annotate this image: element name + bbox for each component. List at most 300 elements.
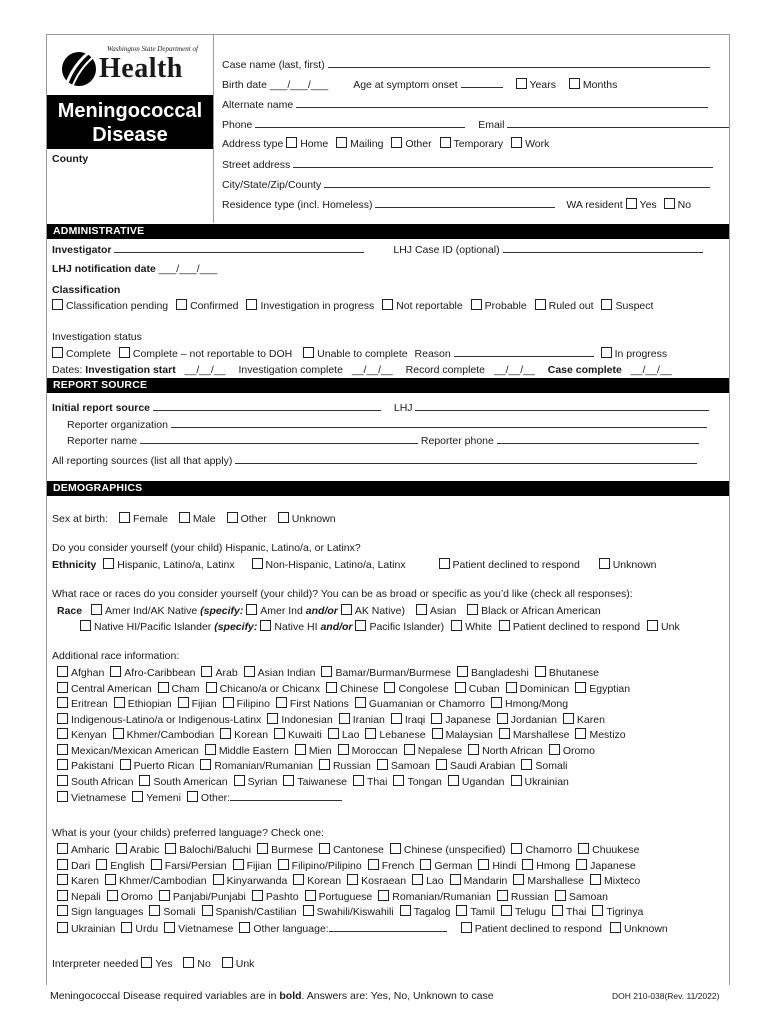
race-cuban-checkbox[interactable]: [455, 682, 466, 693]
race-afro-caribbean-checkbox[interactable]: [110, 666, 121, 677]
race-ugandan-label: Ugandan: [461, 775, 505, 788]
lang-fijian-checkbox[interactable]: [233, 859, 244, 870]
lang-sign-languages-checkbox[interactable]: [57, 905, 68, 916]
initial-source-field[interactable]: [153, 400, 381, 411]
lang-english-checkbox[interactable]: [96, 859, 107, 870]
race-moroccan-label: Moroccan: [351, 744, 398, 757]
lhj-case-field[interactable]: [503, 242, 703, 253]
street-label: Street address: [222, 159, 291, 171]
race-south-african-checkbox[interactable]: [57, 775, 68, 786]
race-bhutanese-label: Bhutanese: [548, 667, 600, 679]
lang-thai-checkbox[interactable]: [552, 905, 563, 916]
lang-english-label: English: [110, 859, 145, 872]
status-complete-checkbox[interactable]: [52, 347, 63, 358]
lang-farsi-persian-checkbox[interactable]: [151, 859, 162, 870]
eth-non-hispanic-label: Non-Hispanic, Latino/a, Latinx: [265, 559, 406, 571]
interp-yes-checkbox[interactable]: [141, 957, 152, 968]
lang-spanish-castilian-checkbox[interactable]: [202, 905, 213, 916]
lang-vietnamese-checkbox[interactable]: [164, 922, 175, 933]
city-row: [222, 177, 710, 192]
initial-source-label: Initial report source: [52, 402, 151, 414]
reporter-name-field[interactable]: [140, 433, 418, 444]
wa-resident-no-label: No: [677, 199, 692, 211]
lang-mandarin-label: Mandarin: [463, 875, 508, 887]
case-complete-field[interactable]: __/__/__: [630, 364, 672, 376]
race-arab-label: Arab: [215, 667, 238, 679]
race-yemeni-checkbox[interactable]: [132, 791, 143, 802]
race-row: [57, 790, 342, 805]
eth-hispanic-checkbox[interactable]: [103, 558, 114, 569]
lang-tamil-label: Tamil: [470, 906, 495, 918]
reporter-name-label: Reporter name: [67, 435, 138, 447]
hispanic-question: Do you consider yourself (your child) Hispanic, Latino/a, or Latinx?: [52, 542, 361, 554]
addr-work-checkbox[interactable]: [511, 137, 522, 148]
race-guamanian-or-chamorro-checkbox[interactable]: [355, 697, 366, 708]
class-investigation-checkbox[interactable]: [246, 299, 257, 310]
addr-temporary-checkbox[interactable]: [440, 137, 451, 148]
race-romanian-rumanian-label: Romanian/Rumanian: [214, 760, 313, 772]
sex-female-checkbox[interactable]: [119, 512, 130, 523]
race-arab-checkbox[interactable]: [201, 666, 212, 677]
case-complete-label: Case complete: [547, 364, 622, 376]
race-cuban-label: Cuban: [468, 682, 500, 695]
race-asian-indian-checkbox[interactable]: [244, 666, 255, 677]
footer-note: [50, 990, 494, 1002]
interpreter-label: Interpreter needed: [52, 958, 139, 970]
lang-oromo-checkbox[interactable]: [107, 890, 118, 901]
eth-unknown-checkbox[interactable]: [599, 558, 610, 569]
interp-yes-label: Yes: [155, 958, 173, 970]
race-south-american-checkbox[interactable]: [139, 775, 150, 786]
race-somali-label: Somali: [535, 760, 568, 772]
race-kuwaiti-label: Kuwaiti: [288, 729, 322, 741]
lang-arabic-checkbox[interactable]: [116, 843, 127, 854]
race-question: What race or races do you consider yourself (your child)? You can be as broad or specific as you’d like (check all responses):: [52, 588, 633, 600]
status-in-progress-checkbox[interactable]: [601, 347, 612, 358]
race-middle-eastern-label: Middle Eastern: [218, 744, 289, 757]
race-korean-checkbox[interactable]: [220, 728, 231, 739]
investigator-field[interactable]: [114, 242, 364, 253]
eth-unknown-label: Unknown: [612, 559, 657, 571]
class-probable-checkbox[interactable]: [471, 299, 482, 310]
race-nepalese-checkbox[interactable]: [404, 744, 415, 755]
interp-unk-checkbox[interactable]: [222, 957, 233, 968]
race-pac-isl-checkbox[interactable]: [355, 620, 366, 631]
lang-mixteco-label: Mixteco: [604, 875, 641, 887]
lang-declined-checkbox[interactable]: [461, 922, 472, 933]
race-row: [57, 775, 569, 789]
race-moroccan-checkbox[interactable]: [338, 744, 349, 755]
race-row-1: [57, 604, 601, 618]
alt-name-row: [222, 97, 708, 112]
form-title-line1: Meningococcal: [57, 100, 203, 122]
race-indigenous-latino-a-or-indigenous-latinx-label: Indigenous-Latino/a or Indigenous-Latinx: [71, 713, 262, 726]
race-mien-checkbox[interactable]: [295, 744, 306, 755]
race-marshallese-label: Marshallese: [512, 729, 570, 741]
lang-nepali-checkbox[interactable]: [57, 890, 68, 901]
inv-status-label: Investigation status: [52, 331, 142, 343]
email-label: Email: [478, 119, 505, 131]
lang-amharic-checkbox[interactable]: [57, 843, 68, 854]
race-lebanese-checkbox[interactable]: [365, 728, 376, 739]
lang-kosraean-checkbox[interactable]: [347, 874, 358, 885]
lang-chinese-unspecified-checkbox[interactable]: [390, 843, 401, 854]
race-puerto-rican-checkbox[interactable]: [120, 759, 131, 770]
race-middle-eastern-checkbox[interactable]: [205, 744, 216, 755]
lang-korean-label: Korean: [307, 875, 342, 887]
lang-japanese-label: Japanese: [590, 859, 636, 872]
race-somali-checkbox[interactable]: [521, 759, 532, 770]
status-not-reportable-checkbox[interactable]: [119, 347, 130, 358]
race-taiwanese-checkbox[interactable]: [283, 775, 294, 786]
race-indonesian-checkbox[interactable]: [267, 713, 278, 724]
lang-fijian-label: Fijian: [246, 859, 272, 872]
lang-french-checkbox[interactable]: [368, 859, 379, 870]
lang-filipino-pilipino-label: Filipino/Pilipino: [291, 859, 362, 872]
lhj-notif-row: [52, 263, 217, 276]
lang-row: [57, 859, 636, 873]
phone-label: Phone: [222, 119, 253, 131]
race-dominican-label: Dominican: [519, 682, 570, 695]
race-afghan-label: Afghan: [71, 667, 105, 679]
race-lao-checkbox[interactable]: [328, 728, 339, 739]
race-central-american-checkbox[interactable]: [57, 682, 68, 693]
race-cham-checkbox[interactable]: [158, 682, 169, 693]
lang-hindi-label: Hindi: [492, 859, 517, 872]
lang-panjabi-punjabi-checkbox[interactable]: [159, 890, 170, 901]
race-khmer-cambodian-checkbox[interactable]: [113, 728, 124, 739]
lang-japanese-checkbox[interactable]: [576, 859, 587, 870]
interp-no-label: No: [197, 958, 211, 970]
race-bangladeshi-checkbox[interactable]: [457, 666, 468, 677]
lang-thai-label: Thai: [565, 906, 587, 918]
race-white-checkbox[interactable]: [451, 620, 462, 631]
years-label: Years: [529, 79, 556, 91]
race-native-hi-label: Native HI: [274, 621, 318, 633]
race-declined-checkbox[interactable]: [499, 620, 510, 631]
lang-telugu-checkbox[interactable]: [501, 905, 512, 916]
wa-resident-yes-label: Yes: [639, 199, 657, 211]
addr-home-checkbox[interactable]: [286, 137, 297, 148]
lang-lao-checkbox[interactable]: [412, 874, 423, 885]
lang-balochi-baluchi-checkbox[interactable]: [165, 843, 176, 854]
race-filipino-checkbox[interactable]: [223, 697, 234, 708]
lang-row: [57, 921, 668, 936]
lang-chamorro-label: Chamorro: [525, 844, 573, 856]
months-checkbox[interactable]: [569, 78, 580, 89]
lang-mandarin-checkbox[interactable]: [450, 874, 461, 885]
race-indonesian-label: Indonesian: [281, 713, 333, 726]
classification-row: [52, 299, 653, 313]
race-saudi-arabian-label: Saudi Arabian: [450, 760, 516, 772]
race-vietnamese-checkbox[interactable]: [57, 791, 68, 802]
race-mexican-mexican-american-label: Mexican/Mexican American: [71, 744, 199, 757]
status-complete-label: Complete: [66, 348, 111, 360]
race-native-hi-checkbox[interactable]: [260, 620, 271, 631]
race-romanian-rumanian-checkbox[interactable]: [200, 759, 211, 770]
race-amer-label: Amer Ind/AK Native: [105, 605, 198, 617]
race-amer-checkbox[interactable]: [91, 604, 102, 615]
lang-other-field[interactable]: [329, 921, 447, 932]
race-congolese-checkbox[interactable]: [384, 682, 395, 693]
lang-telugu-label: Telugu: [514, 906, 546, 918]
race-thai-label: Thai: [367, 775, 388, 788]
race-dominican-checkbox[interactable]: [506, 682, 517, 693]
lang-samoan-checkbox[interactable]: [555, 890, 566, 901]
lang-cantonese-checkbox[interactable]: [319, 843, 330, 854]
race-fijian-checkbox[interactable]: [178, 697, 189, 708]
race-hmong-mong-label: Hmong/Mong: [505, 698, 569, 710]
race-nhpi-checkbox[interactable]: [80, 620, 91, 631]
lang-chuukese-checkbox[interactable]: [578, 843, 589, 854]
lang-karen-checkbox[interactable]: [57, 874, 68, 885]
street-field[interactable]: [293, 157, 713, 168]
lang-row: [57, 890, 608, 904]
lang-row: [57, 874, 640, 888]
lang-unknown-label: Unknown: [623, 922, 668, 935]
reporter-phone-field[interactable]: [497, 433, 699, 444]
race-japanese-checkbox[interactable]: [431, 713, 442, 724]
lang-filipino-pilipino-checkbox[interactable]: [278, 859, 289, 870]
footer-bold-word: bold: [279, 990, 302, 1002]
lang-urdu-checkbox[interactable]: [121, 922, 132, 933]
race-samoan-checkbox[interactable]: [377, 759, 388, 770]
race-pakistani-checkbox[interactable]: [57, 759, 68, 770]
lang-dari-label: Dari: [71, 859, 91, 872]
all-sources-label: All reporting sources (list all that apply): [52, 455, 233, 467]
lang-korean-checkbox[interactable]: [293, 874, 304, 885]
race-first-nations-checkbox[interactable]: [276, 697, 287, 708]
residence-field[interactable]: [375, 197, 555, 208]
lang-khmer-cambodian-checkbox[interactable]: [105, 874, 116, 885]
race-ak-native-checkbox[interactable]: [341, 604, 352, 615]
months-label: Months: [582, 79, 618, 91]
race-pakistani-label: Pakistani: [71, 760, 114, 772]
lang-portuguese-checkbox[interactable]: [305, 890, 316, 901]
race-row: [57, 682, 630, 696]
race-mexican-mexican-american-checkbox[interactable]: [57, 744, 68, 755]
race-eritrean-label: Eritrean: [71, 698, 108, 710]
lang-ukrainian-checkbox[interactable]: [57, 922, 68, 933]
reporter-phone-label: Reporter phone: [420, 435, 494, 447]
lang-burmese-checkbox[interactable]: [257, 843, 268, 854]
inv-complete-field[interactable]: __/__/__: [351, 364, 393, 376]
wa-resident-yes-checkbox[interactable]: [626, 198, 637, 209]
addr-work-label: Work: [525, 138, 550, 150]
class-ruled-out-checkbox[interactable]: [535, 299, 546, 310]
race-russian-checkbox[interactable]: [319, 759, 330, 770]
lang-mixteco-checkbox[interactable]: [590, 874, 601, 885]
race-iraqi-label: Iraqi: [404, 713, 426, 726]
email-field[interactable]: [507, 117, 729, 128]
sex-other-checkbox[interactable]: [227, 512, 238, 523]
race-samoan-label: Samoan: [390, 760, 430, 772]
classification-label: Classification: [52, 284, 121, 296]
race-congolese-label: Congolese: [398, 682, 449, 695]
agency-name: Health: [99, 53, 183, 84]
race-black-checkbox[interactable]: [467, 604, 478, 615]
footer-prefix: Meningococcal Disease required variables are in: [50, 990, 277, 1002]
reason-field[interactable]: [454, 346, 594, 357]
footer-suffix: . Answers are: Yes, No, Unknown to case: [301, 990, 494, 1002]
years-checkbox[interactable]: [516, 78, 527, 89]
lang-swahili-kiswahili-checkbox[interactable]: [303, 905, 314, 916]
lang-amharic-label: Amharic: [71, 844, 110, 856]
record-complete-field[interactable]: __/__/__: [493, 364, 535, 376]
race-ethiopian-checkbox[interactable]: [114, 697, 125, 708]
race-eritrean-checkbox[interactable]: [57, 697, 68, 708]
class-confirmed-checkbox[interactable]: [176, 299, 187, 310]
race-thai-checkbox[interactable]: [353, 775, 364, 786]
race-other-checkbox[interactable]: [187, 791, 198, 802]
race-malaysian-checkbox[interactable]: [432, 728, 443, 739]
lang-tagalog-checkbox[interactable]: [400, 905, 411, 916]
race-chinese-checkbox[interactable]: [326, 682, 337, 693]
age-onset-field[interactable]: [461, 77, 503, 88]
language-question: What is your (your childs) preferred language? Check one:: [52, 827, 324, 839]
race-indigenous-latino-a-or-indigenous-latinx-checkbox[interactable]: [57, 713, 68, 724]
lang-tigrinya-label: Tigrinya: [606, 906, 644, 918]
race-bamar-burman-burmese-checkbox[interactable]: [321, 666, 332, 677]
lang-kinyarwanda-checkbox[interactable]: [213, 874, 224, 885]
lang-khmer-cambodian-label: Khmer/Cambodian: [119, 875, 207, 887]
birth-date-label: Birth date: [222, 79, 267, 91]
addr-mailing-checkbox[interactable]: [336, 137, 347, 148]
race-karen-checkbox[interactable]: [563, 713, 574, 724]
city-field[interactable]: [324, 177, 710, 188]
lang-chinese-unspecified-label: Chinese (unspecified): [403, 844, 506, 856]
race-asian-checkbox[interactable]: [416, 604, 427, 615]
race-south-african-label: South African: [71, 775, 134, 788]
race-ugandan-checkbox[interactable]: [448, 775, 459, 786]
age-onset-label: Age at symptom onset: [353, 79, 458, 91]
lang-spanish-castilian-label: Spanish/Castilian: [215, 906, 297, 918]
lang-hmong-checkbox[interactable]: [522, 859, 533, 870]
race-syrian-checkbox[interactable]: [234, 775, 245, 786]
birth-date-field[interactable]: ___/___/___: [269, 79, 329, 91]
sex-unknown-checkbox[interactable]: [278, 512, 289, 523]
lang-russian-checkbox[interactable]: [497, 890, 508, 901]
race-marshallese-checkbox[interactable]: [499, 728, 510, 739]
lhj-field[interactable]: [415, 400, 709, 411]
race-unk-checkbox[interactable]: [647, 620, 658, 631]
class-suspect-checkbox[interactable]: [601, 299, 612, 310]
race-afghan-checkbox[interactable]: [57, 666, 68, 677]
all-sources-field[interactable]: [235, 453, 697, 464]
lang-romanian-rumanian-checkbox[interactable]: [378, 890, 389, 901]
race-other-field[interactable]: [230, 790, 342, 801]
race-jordanian-label: Jordanian: [510, 713, 557, 726]
lang-dari-checkbox[interactable]: [57, 859, 68, 870]
lang-unknown-checkbox[interactable]: [610, 922, 621, 933]
eth-hispanic-label: Hispanic, Latino/a, Latinx: [117, 559, 235, 571]
lang-tigrinya-checkbox[interactable]: [592, 905, 603, 916]
lang-cantonese-label: Cantonese: [333, 844, 384, 856]
race-oromo-checkbox[interactable]: [549, 744, 560, 755]
race-row-2: [80, 620, 680, 634]
race-afro-caribbean-label: Afro-Caribbean: [124, 667, 196, 679]
race-mestizo-checkbox[interactable]: [575, 728, 586, 739]
race-bamar-burman-burmese-label: Bamar/Burman/Burmese: [335, 667, 452, 679]
race-kenyan-checkbox[interactable]: [57, 728, 68, 739]
race-row: [57, 666, 599, 680]
race-hmong-mong-checkbox[interactable]: [491, 697, 502, 708]
eth-non-hispanic-checkbox[interactable]: [252, 558, 263, 569]
class-not-reportable-checkbox[interactable]: [382, 299, 393, 310]
race-row: [57, 744, 595, 758]
race-oromo-label: Oromo: [562, 744, 595, 757]
race-tongan-checkbox[interactable]: [393, 775, 404, 786]
race-iranian-checkbox[interactable]: [339, 713, 350, 724]
lang-pashto-checkbox[interactable]: [252, 890, 263, 901]
race-chicano-a-or-chicanx-checkbox[interactable]: [206, 682, 217, 693]
race-iraqi-checkbox[interactable]: [391, 713, 402, 724]
reporter-org-field[interactable]: [171, 417, 707, 428]
status-in-progress-label: In progress: [614, 348, 668, 360]
lang-chamorro-checkbox[interactable]: [511, 843, 522, 854]
race-asian-label: Asian: [429, 605, 457, 617]
race-first-nations-label: First Nations: [289, 698, 349, 710]
lang-german-checkbox[interactable]: [420, 859, 431, 870]
race-guamanian-or-chamorro-label: Guamanian or Chamorro: [368, 698, 485, 710]
race-jordanian-checkbox[interactable]: [497, 713, 508, 724]
race-iranian-label: Iranian: [352, 713, 385, 726]
race-other-label: Other:: [200, 792, 231, 804]
race-ethiopian-label: Ethiopian: [127, 698, 172, 710]
race-vietnamese-label: Vietnamese: [71, 792, 127, 804]
lang-somali-checkbox[interactable]: [149, 905, 160, 916]
race-ukrainian-checkbox[interactable]: [511, 775, 522, 786]
race-amer-ind-checkbox[interactable]: [246, 604, 257, 615]
interp-no-checkbox[interactable]: [183, 957, 194, 968]
addr-other-checkbox[interactable]: [391, 137, 402, 148]
lang-other-language-checkbox[interactable]: [239, 922, 250, 933]
alt-name-field[interactable]: [296, 97, 708, 108]
case-name-field[interactable]: [328, 57, 710, 68]
lang-balochi-baluchi-label: Balochi/Baluchi: [179, 844, 252, 856]
lang-hindi-checkbox[interactable]: [478, 859, 489, 870]
status-unable-checkbox[interactable]: [303, 347, 314, 358]
sex-male-checkbox[interactable]: [179, 512, 190, 523]
lang-marshallese-checkbox[interactable]: [513, 874, 524, 885]
eth-declined-checkbox[interactable]: [439, 558, 450, 569]
race-saudi-arabian-checkbox[interactable]: [436, 759, 447, 770]
race-north-african-checkbox[interactable]: [468, 744, 479, 755]
race-row: [57, 713, 605, 727]
race-egyptian-checkbox[interactable]: [575, 682, 586, 693]
dates-row: [52, 364, 672, 377]
race-bhutanese-checkbox[interactable]: [535, 666, 546, 677]
race-filipino-label: Filipino: [236, 698, 270, 710]
phone-field[interactable]: [255, 117, 465, 128]
lang-tamil-checkbox[interactable]: [456, 905, 467, 916]
ethnicity-label: Ethnicity: [52, 559, 97, 571]
race-kuwaiti-checkbox[interactable]: [274, 728, 285, 739]
inv-start-field[interactable]: __/__/__: [184, 364, 226, 376]
race-specify-label-2: (specify:: [214, 621, 258, 633]
county-label: County: [52, 153, 89, 165]
wa-resident-no-checkbox[interactable]: [664, 198, 675, 209]
race-central-american-label: Central American: [71, 682, 152, 695]
lhj-notif-field[interactable]: ___/___/___: [158, 263, 218, 275]
race-khmer-cambodian-label: Khmer/Cambodian: [126, 729, 215, 741]
case-name-label: Case name (last, first): [222, 59, 325, 71]
race-mestizo-label: Mestizo: [589, 729, 626, 741]
race-mien-label: Mien: [308, 744, 332, 757]
class-pending-checkbox[interactable]: [52, 299, 63, 310]
race-yemeni-label: Yemeni: [146, 792, 181, 804]
race-nhpi-label: Native HI/Pacific Islander: [94, 621, 212, 633]
